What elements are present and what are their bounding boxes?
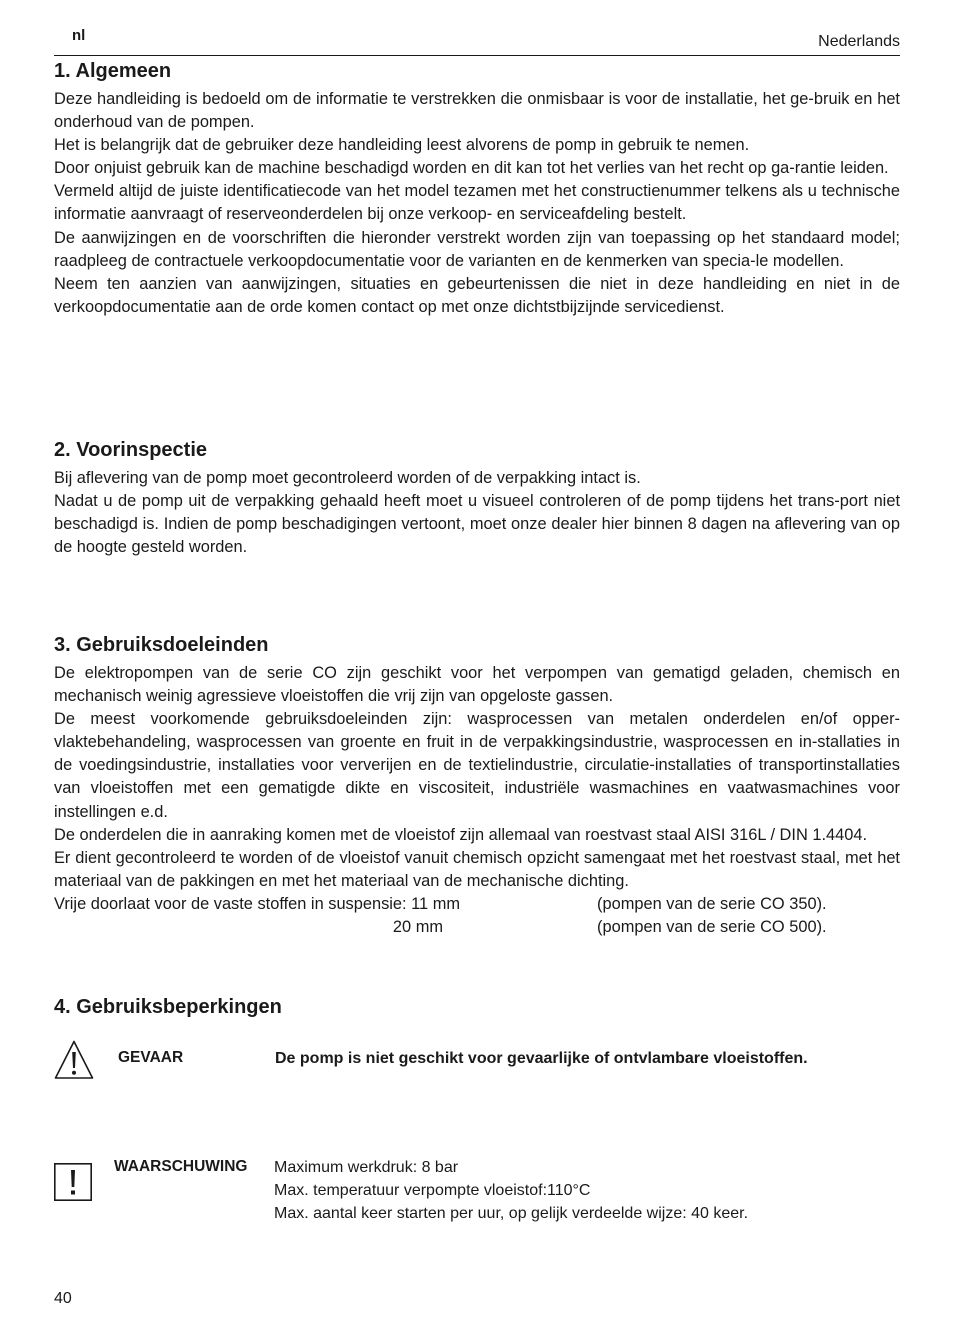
danger-text: De pomp is niet geschikt voor gevaarlijke of ontvlambare vloeistoffen.	[275, 1050, 808, 1067]
danger-label: GEVAAR	[118, 1049, 184, 1066]
paragraph: Deze handleiding is bedoeld om de informatie te verstrekken die onmisbaar is voor de installatie, het ge-bruik en het onderhoud van de pompen.	[54, 90, 900, 132]
section-title: 3. Gebruiksdoeleinden	[54, 634, 269, 656]
danger-notice	[54, 1040, 900, 1084]
passage-label: Vrije doorlaat voor de vaste stoffen in suspensie: 11 mm	[54, 894, 461, 913]
section-title: 1. Algemeen	[54, 60, 172, 82]
section-title: 4. Gebruiksbeperkingen	[54, 996, 282, 1018]
section-title: 2. Voorinspectie	[54, 439, 208, 461]
warning-line: Max. temperatuur verpompte vloeistof:110°C	[274, 1182, 591, 1200]
passage-row	[54, 893, 900, 916]
section-voorinspectie	[54, 439, 900, 559]
language-name: Nederlands	[818, 33, 900, 50]
warning-text	[274, 1156, 748, 1225]
passage-spec: (pompen van de serie CO 350).	[597, 894, 827, 913]
paragraph: Nadat u de pomp uit de verpakking gehaald heeft moet u visueel controleren of de pomp tijdens het trans-port niet beschadigd is. Indien de pomp beschadigingen vertoont, moet onze dealer hier binnen 8 dagen na aflevering van op de hoogte gesteld worden.	[54, 492, 900, 557]
paragraph: Door onjuist gebruik kan de machine beschadigd worden en dit kan tot het verlies van het recht op ga-rantie leiden.	[54, 159, 889, 178]
exclamation-box-icon	[54, 1163, 92, 1201]
warning-line: Max. aantal keer starten per uur, op gelijk verdeelde wijze: 40 keer.	[274, 1205, 749, 1223]
page-number: 40	[54, 1290, 72, 1307]
paragraph: Vermeld altijd de juiste identificatiecode van het model tezamen met het constructienummer telkens als u technische informatie aanvraagt of reserveonderdelen bij onze verkoop- en serviceafdeling bestelt.	[54, 182, 900, 224]
passage-spec: (pompen van de serie CO 500).	[597, 918, 827, 937]
paragraph: Neem ten aanzien van aanwijzingen, situaties en gebeurtenissen die niet in deze handleiding en niet in de verkoopdocumentatie aan de orde komen contact op met onze dichtstbijzijnde servicedienst.	[54, 274, 900, 316]
manual-page	[54, 0, 900, 1336]
paragraph: De aanwijzingen en de voorschriften die hieronder verstrekt worden zijn van toepassing op het standaard model; raadpleeg de contractuele verkoopdocumentatie voor de varianten en de kenmerken van specia-le modellen.	[54, 228, 900, 270]
paragraph: Er dient gecontroleerd te worden of de vloeistof vanuit chemisch opzicht samengaat met het roestvast staal, met het materiaal van de pakkingen en met het materiaal van de mechanische dichting.	[54, 848, 900, 890]
section-gebruiksbeperkingen	[54, 996, 900, 1024]
paragraph: Het is belangrijk dat de gebruiker deze handleiding leest alvorens de pomp in gebruik te nemen.	[54, 136, 750, 155]
paragraph: De elektropompen van de serie CO zijn geschikt voor het verpompen van gematigd geladen, chemisch en mechanisch weinig agressieve vloeistoffen die vrij zijn van opgeloste gassen.	[54, 664, 900, 706]
passage-label: 20 mm	[392, 918, 443, 937]
paragraph: De meest voorkomende gebruiksdoeleinden zijn: wasprocessen van metalen onderdelen en/of opper-vlaktebehandeling, wasprocessen van groente en fruit in de verpakkingsindustrie, wasprocessen en in-stallaties in de voedingsindustrie, installaties voor ververijen en de textielindustrie, circulatie-installaties of transportinstallaties van vloeistoffen met een gematigde dikte en viscositeit, industriële wasmachines en vaatwasmachines voor instellingen e.d.	[54, 710, 900, 821]
warning-line: Maximum werkdruk: 8 bar	[274, 1159, 459, 1176]
paragraph: Bij aflevering van de pomp moet gecontroleerd worden of de verpakking intact is.	[54, 469, 641, 487]
warning-notice	[54, 1158, 900, 1231]
section-gebruiksdoeleinden	[54, 634, 900, 939]
header-rule	[54, 55, 900, 56]
paragraph: De onderdelen die in aanraking komen met de vloeistof zijn allemaal van roestvast staal AISI 316L / DIN 1.4404.	[54, 825, 868, 844]
section-algemeen	[54, 60, 900, 319]
warning-label: WAARSCHUWING	[114, 1158, 248, 1175]
passage-row	[54, 916, 900, 939]
warning-triangle-icon	[54, 1040, 94, 1080]
language-code: nl	[72, 27, 86, 44]
